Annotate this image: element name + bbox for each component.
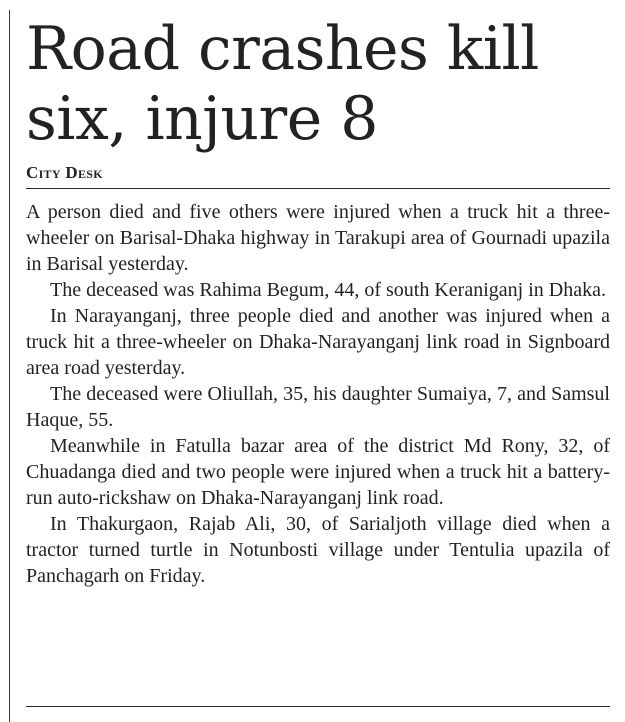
byline-rule [26, 188, 610, 189]
article-paragraph: The deceased were Oliullah, 35, his daughter Sumaiya, 7, and Samsul Haque, 55. [26, 383, 610, 431]
article-paragraph: In Thakurgaon, Rajab Ali, 30, of Sarialjoth village died when a tractor turned turtle in Notunbosti village under Tentulia upazila of Panchagarh on Friday. [26, 513, 610, 587]
article-body [26, 199, 610, 589]
bottom-rule [26, 706, 610, 707]
article-paragraph: In Narayanganj, three people died and another was injured when a truck hit a three-wheeler on Dhaka-Narayanganj link road in Signboard area road yesterday. [26, 305, 610, 379]
article-paragraph: Meanwhile in Fatulla bazar area of the district Md Rony, 32, of Chuadanga died and two people were injured when a truck hit a battery-run auto-rickshaw on Dhaka-Narayanganj link road. [26, 435, 610, 509]
headline: Road crashes kill six, injure 8 [26, 14, 539, 154]
news-article [26, 0, 612, 589]
byline: City Desk [26, 163, 103, 182]
article-paragraph: The deceased was Rahima Begum, 44, of south Keraniganj in Dhaka. [50, 279, 606, 301]
column-divider [9, 10, 10, 722]
article-paragraph: A person died and five others were injured when a truck hit a three-wheeler on Barisal-Dhaka highway in Tarakupi area of Gournadi upazila in Barisal yesterday. [26, 201, 610, 275]
